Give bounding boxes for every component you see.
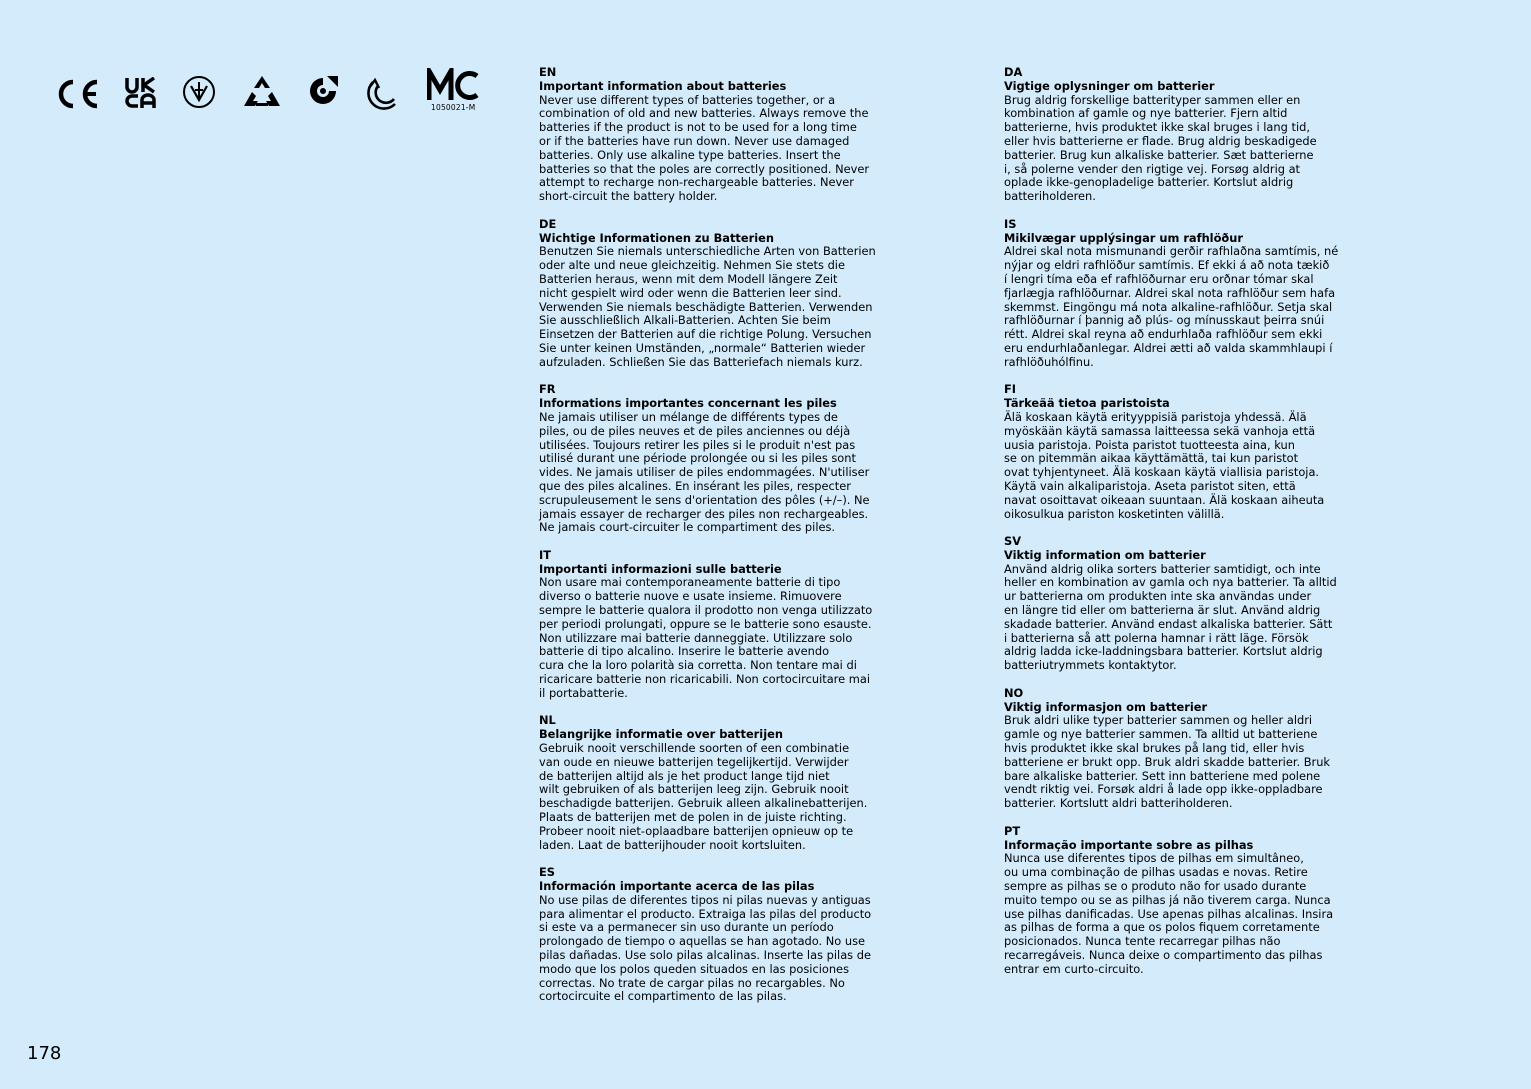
section-language-code: PT (1004, 823, 1021, 838)
section-da (1004, 66, 1354, 204)
section-body: No use pilas de diferentes tipos ni pilas nuevas y antiguas para alimentar el producto. Extraiga las pilas del producto si este va a permanecer sin uso durante un período prolongado de tiempo o aquellas se han agotado. No use pilas dañadas. Use solo pilas alcalinas. Inserte las pilas de modo que los polos queden situados en las posiciones correctas. No trate de cargar pilas no recargables. No cortocircuite el compartimento de las pilas. (539, 892, 872, 1004)
weee-service-icon (307, 74, 341, 110)
section-language-code: SV (1004, 534, 1022, 549)
section-body: Non usare mai contemporaneamente batterie di tipo diverso o batterie nuove e usate insieme. Rimuovere sempre le batterie qualora il prodotto non venga utilizzato per periodi prolungati, oppure se le batterie sono esauste. Non utilizzare mai batterie danneggiate. Utilizzare solo batterie di tipo alcalino. Inserire le batterie avendo cura che la loro polarità sia corretta. Non tentare mai di ricaricare batterie non ricaricabili. Non cortocircuitare mai il portabatterie. (539, 575, 873, 700)
section-is (1004, 218, 1354, 370)
section-language-code: IS (1004, 216, 1017, 231)
rcm-mark-icon (181, 74, 217, 110)
section-language-code: ES (539, 865, 555, 880)
section-title: Important information about batteries (539, 78, 787, 93)
section-language-code: FI (1004, 382, 1017, 397)
section-language-code: NO (1004, 685, 1024, 700)
section-body: Never use different types of batteries together, or a combination of old and new batteries. Always remove the batteries if the product is not to be used for a long time or if the batteries have run down. Never use damaged batteries. Only use alkaline type batteries. Insert the batteries so that the poles are correctly positioned. Never attempt to recharge non-rechargeable batteries. Never short-circuit the battery holder. (539, 92, 870, 204)
section-it (539, 549, 889, 701)
section-language-code: DE (539, 216, 557, 231)
section-body: Nunca use diferentes tipos de pilhas em simultâneo, ou uma combinação de pilhas usadas e novas. Retire sempre as pilhas se o produto não for usado durante muito tempo ou se as pilhas já não tiverem carga. Nunca use pilhas danificadas. Use apenas pilhas alcalinas. Insira as pilhas de forma a que os polos fiquem corretamente posicionados. Nunca tente recarregar pilhas não recarregáveis. Nunca deixe o compartimento das pilhas entrar em curto-circuito. (1004, 851, 1334, 976)
section-title: Wichtige Informationen zu Batterien (539, 230, 774, 245)
mc-mark-icon (427, 68, 481, 102)
section-title: Importanti informazioni sulle batterie (539, 561, 782, 576)
section-body: Ne jamais utiliser un mélange de différents types de piles, ou de piles neuves et de piles anciennes ou déjà utilisées. Toujours retirer les piles si le produit n'est pas utilisé durant une période prolongée ou si les piles sont vides. Ne jamais utiliser de piles endommagées. N'utiliser que des piles alcalines. En insérant les piles, respecter scrupuleusement le sens d'orientation des pôles (+/–). Ne jamais essayer de recharger des piles non rechargeables. Ne jamais court-circuiter le compartiment des piles. (539, 409, 870, 535)
section-body: Brug aldrig forskellige batterityper sammen eller en kombination af gamle og nye batterier. Fjern altid batterierne, hvis produktet ikke skal bruges i lang tid, eller hvis batterierne er flade. Brug aldrig beskadigede batterier. Brug kun alkaliske batterier. Sæt batterierne i, så polerne vender den rigtige vej. Forsøg aldrig at oplade ikke-genopladelige batterier. Kortslut aldrig batteriholderen. (1004, 92, 1317, 204)
section-body: Älä koskaan käytä erityyppisiä paristoja yhdessä. Älä myöskään käytä samassa laitteessa sekä vanhoja että uusia paristoja. Poista paristot tuotteesta aina, kun se on pitemmän aikaa käyttämättä, tai kun paristot ovat tyhjentyneet. Älä koskaan käytä viallisia paristoja. Käytä vain alkaliparistoja. Aseta paristot siten, että navat osoittavat oikeaan suuntaan. Älä koskaan aiheuta oikosulkua pariston kosketinten välillä. (1004, 409, 1325, 521)
section-de (539, 218, 889, 370)
section-no (1004, 687, 1354, 811)
section-body: Aldrei skal nota mismunandi gerðir rafhlaðna samtímis, né nýjar og eldri rafhlöður samtímis. Ef ekki á að nota tækið í lengri tíma eða ef rafhlöðurnar eru orðnar tómar skal fjarlægja rafhlöðurnar. Aldrei skal nota rafhlöður sem hafa skemmst. Eingöngu má nota alkaline-rafhlöður. Setja skal rafhlöðurnar í þannig að plús- og mínusskaut þeirra snúi rétt. Aldrei skal reyna að endurhlaða rafhlöður sem ekki eru endurhlaðanlegar. Aldrei ætti að valda skammhlaupi í rafhlöðuhólfinu. (1004, 244, 1339, 369)
section-pt (1004, 825, 1354, 977)
section-title: Vigtige oplysninger om batterier (1004, 78, 1215, 93)
section-title: Belangrijke informatie over batterijen (539, 727, 783, 742)
section-nl (539, 714, 889, 852)
section-title: Información importante acerca de las pilas (539, 879, 815, 894)
section-language-code: FR (539, 382, 556, 397)
right-text-column (1004, 66, 1354, 990)
left-text-column (539, 66, 889, 1018)
section-title: Mikilvægar upplýsingar um rafhlöður (1004, 230, 1243, 245)
ukca-mark-icon (125, 77, 157, 109)
section-language-code: NL (539, 713, 556, 728)
section-language-code: IT (539, 547, 552, 562)
section-sv (1004, 535, 1354, 673)
ce-mark-icon (55, 76, 101, 112)
section-es (539, 866, 889, 1004)
section-body: Bruk aldri ulike typer batterier sammen og heller aldri gamle og nye batterier sammen. Ta alltid ut batteriene hvis produktet ikke skal brukes på lang tid, eller hvis batteriene er brukt opp. Bruk aldri skadde batterier. Bruk bare alkaliske batterier. Sett inn batteriene med polene vendt riktig vei. Forsøk aldri å lade opp ikke-oppladbare batterier. Kortslutt aldri batteriholderen. (1004, 713, 1331, 811)
section-language-code: EN (539, 65, 557, 79)
section-body: Gebruik nooit verschillende soorten of een combinatie van oude en nieuwe batterijen tegelijkertijd. Verwijder de batterijen altijd als je het product lange tijd niet wilt gebruiken of als batterijen leeg zijn. Gebruik nooit beschadigde batterijen. Gebruik alleen alkalinebatterijen. Plaats de batterijen met de polen in de juiste richting. Probeer nooit niet-oplaadbare batterijen opnieuw op te laden. Laat de batterijhouder nooit kortsluiten. (539, 741, 868, 852)
section-title: Informations importantes concernant les piles (539, 396, 837, 411)
page-number: 178 (27, 1043, 62, 1064)
section-body: Använd aldrig olika sorters batterier samtidigt, och inte heller en kombination av gamla och nya batterier. Ta alltid ur batterierna om produkten inte ska användas under en längre tid eller om batterierna är slut. Använd aldrig skadade batterier. Använd endast alkaliska batterier. Sätt i batterierna så att polerna hamnar i rätt läge. Försök aldrig ladda icke-laddningsbara batterier. Kortslut aldrig batteriutrymmets kontaktytor. (1004, 561, 1337, 673)
section-title: Viktig information om batterier (1004, 547, 1206, 562)
section-title: Informação importante sobre as pilhas (1004, 837, 1254, 852)
section-en (539, 66, 889, 204)
section-fi (1004, 383, 1354, 521)
section-title: Tärkeää tietoa paristoista (1004, 396, 1170, 411)
section-body: Benutzen Sie niemals unterschiedliche Arten von Batterien oder alte und neue gleichzeitig. Nehmen Sie stets die Batterien heraus, wenn mit dem Modell längere Zeit nicht gespielt wird oder wenn die Batterien leer sind. Verwenden Sie niemals beschädigte Batterien. Verwenden Sie ausschließlich Alkali-Batterien. Achten Sie beim Einsetzen der Batterien auf die richtige Polung. Versuchen Sie unter keinen Umständen, „normale“ Batterien wieder aufzuladen. Schließen Sie das Batteriefach niemals kurz. (539, 244, 876, 369)
section-language-code: DA (1004, 65, 1023, 79)
mc-mark-number: 1050021-M (431, 103, 476, 112)
ukr-mark-icon (365, 76, 401, 110)
section-title: Viktig informasjon om batterier (1004, 699, 1208, 714)
recycle-triangle-icon (241, 74, 283, 110)
certification-marks (55, 68, 495, 118)
section-fr (539, 383, 889, 535)
